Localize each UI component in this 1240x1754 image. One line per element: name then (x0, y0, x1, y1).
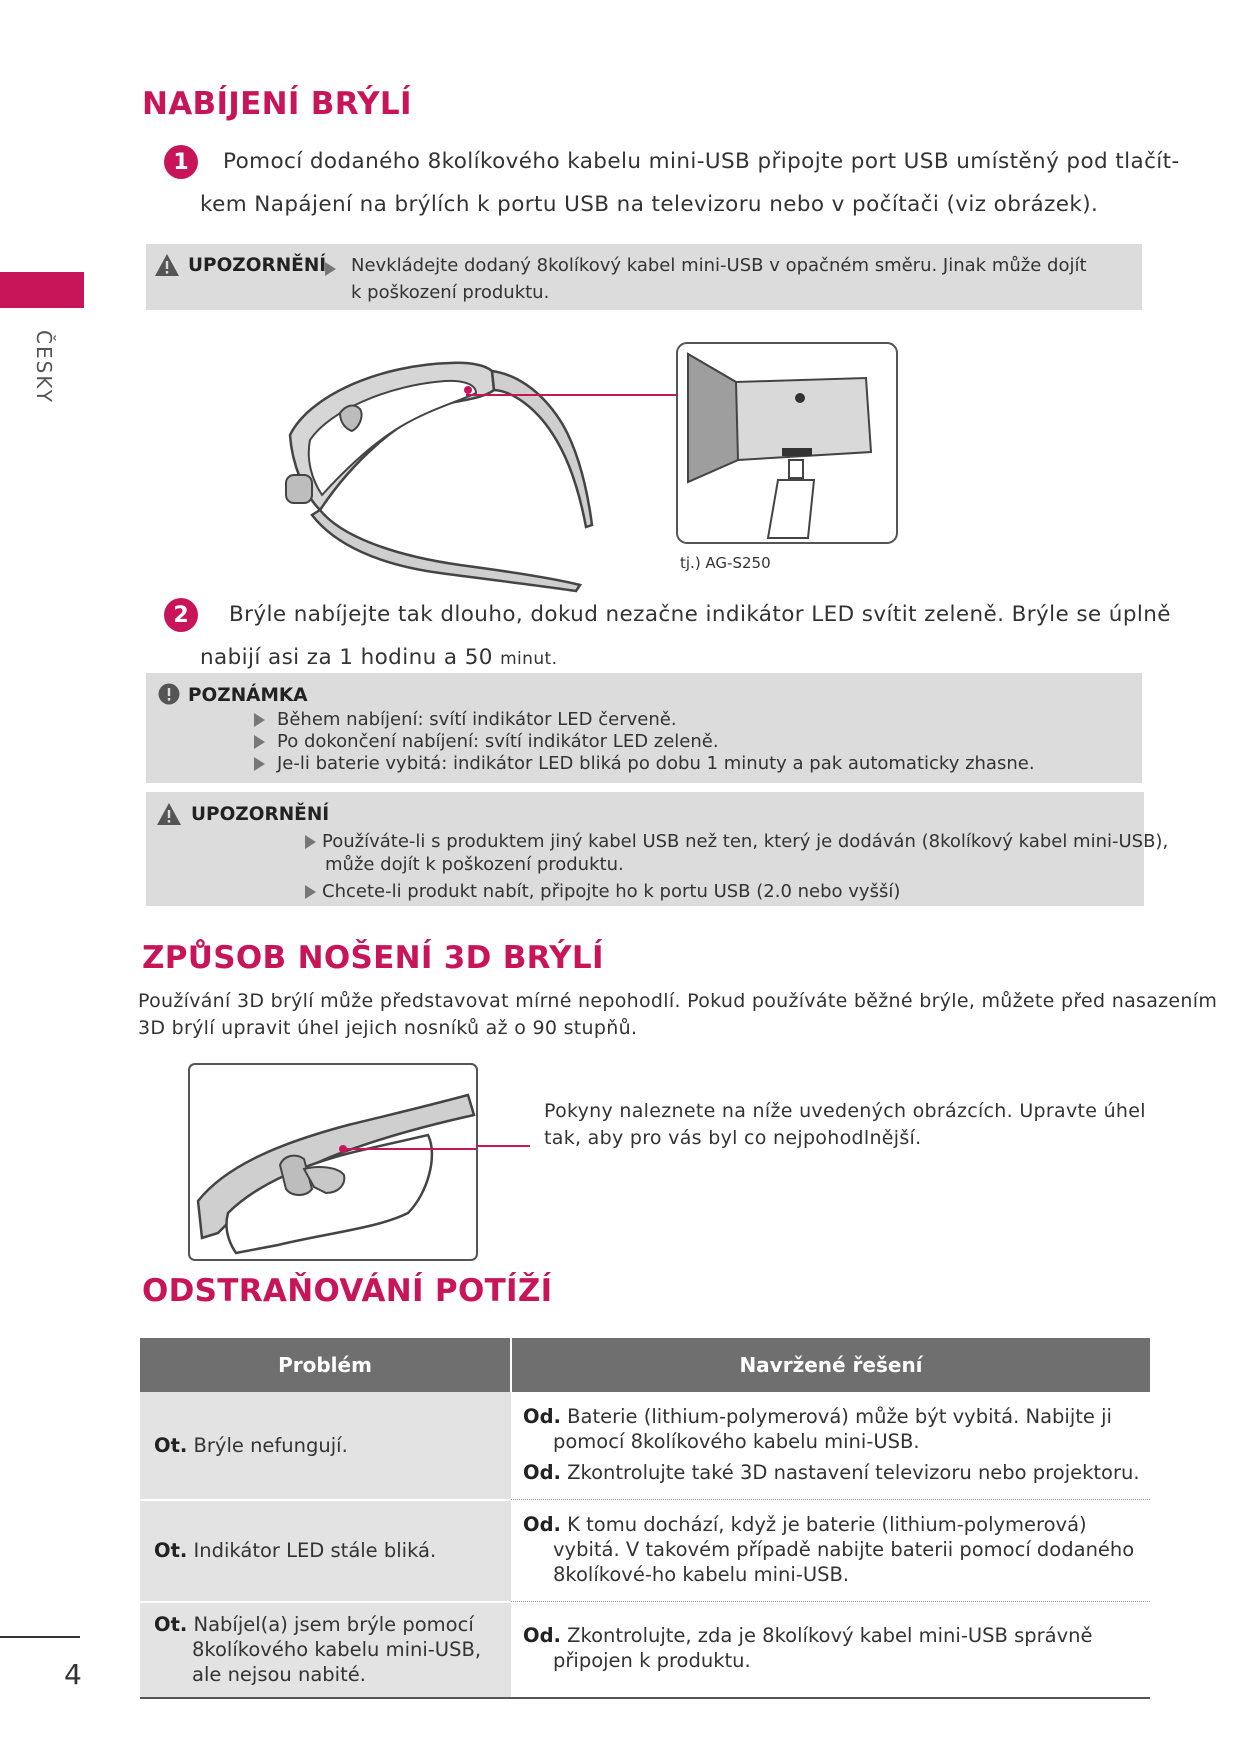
wearing-title: ZPŮSOB NOŠENÍ 3D BRÝLÍ (142, 940, 604, 976)
troubleshooting-title: ODSTRAŇOVÁNÍ POTÍŽÍ (142, 1273, 553, 1309)
caution-2-label: UPOZORNĚNÍ (191, 804, 330, 825)
table-row (140, 1500, 1150, 1602)
side-tab-bar (0, 272, 84, 308)
col-header-solution: Navržené řešení (511, 1338, 1150, 1392)
caution-1-label: UPOZORNĚNÍ (188, 255, 327, 276)
step-2-badge: 2 (164, 598, 198, 632)
caution-2-item-2: Chcete-li produkt nabít, připojte ho k portu USB (2.0 nebo vyšší) (305, 880, 900, 903)
col-header-problem: Problém (140, 1338, 511, 1392)
glasses-wearing-illustration (188, 1063, 478, 1261)
table-row (140, 1392, 1150, 1500)
caution-1-line2: k poškození produktu. (351, 282, 550, 303)
usb-port-detail-illustration (676, 342, 898, 544)
solution-cell: Od. Zkontrolujte, zda je 8kolíkový kabel mini-USB správně připojen k produktu. (511, 1602, 1150, 1698)
caution-box-1 (146, 244, 1142, 310)
table-header-row (140, 1338, 1150, 1392)
note-item: Je-li baterie vybitá: indikátor LED bliká po dobu 1 minuty a pak automaticky zhasne. (254, 752, 1035, 775)
wearing-callout-line2: tak, aby pro vás byl co nejpohodlnější. (544, 1127, 922, 1149)
solution-cell: Od. K tomu dochází, když je baterie (lithium-polymerová) vybitá. V takovém případě nabijte baterii pomocí dodaného 8kolíkové-ho kabelu mini-USB. (511, 1500, 1150, 1602)
note-icon (158, 683, 180, 705)
problem-cell: Ot. Nabíjel(a) jsem brýle pomocí 8kolíkového kabelu mini-USB, ale nejsou nabité. (140, 1602, 511, 1698)
problem-cell: Ot. Indikátor LED stále bliká. (140, 1500, 511, 1602)
charging-title: NABÍJENÍ BRÝLÍ (142, 86, 412, 122)
warning-icon (156, 802, 182, 826)
bullet-arrow-icon (305, 835, 316, 849)
table-row (140, 1602, 1150, 1698)
wearing-callout-line1: Pokyny naleznete na níže uvedených obrázcích. Upravte úhel (544, 1100, 1146, 1122)
page-number: 4 (64, 1658, 82, 1691)
bullet-arrow-icon (254, 713, 265, 727)
note-item: Po dokončení nabíjení: svítí indikátor LED zeleně. (254, 730, 719, 753)
image-caption: tj.) AG-S250 (680, 554, 771, 572)
caution-box-2 (146, 792, 1169, 906)
step-2-text-line2-unit: minut. (500, 649, 558, 669)
bullet-arrow-icon (254, 757, 265, 771)
caution-1-arrow-icon (325, 258, 348, 277)
glasses-side-illustration (280, 335, 620, 595)
bullet-arrow-icon (305, 885, 316, 899)
step-1-text-line2: kem Napájení na brýlích k portu USB na televizoru nebo v počítači (viz obrázek). (200, 192, 1099, 217)
page-number-rule (0, 1636, 80, 1638)
caution-2-item-1: Používáte-li s produktem jiný kabel USB než ten, který je dodáván (8kolíkový kabel mini-USB), (305, 830, 1168, 853)
note-item: Během nabíjení: svítí indikátor LED červeně. (254, 708, 677, 731)
troubleshooting-table-wrapper (140, 1338, 1150, 1699)
bullet-arrow-icon (254, 735, 265, 749)
problem-cell: Ot. Brýle nefungují. (140, 1392, 511, 1500)
troubleshooting-table (140, 1338, 1150, 1699)
step-1-badge: 1 (164, 145, 198, 179)
caution-1-line1: Nevkládejte dodaný 8kolíkový kabel mini-USB v opačném směru. Jinak může dojít (351, 255, 1087, 276)
step-1-text-line1: Pomocí dodaného 8kolíkového kabelu mini-USB připojte port USB umístěný pod tlačít- (223, 149, 1180, 174)
solution-cell: Od. Baterie (lithium-polymerová) může být vybitá. Nabijte ji pomocí 8kolíkového kabelu mini-USB. Od. Zkontrolujte také 3D nastavení televizoru nebo projektoru. (511, 1392, 1150, 1500)
pointer-line (466, 388, 678, 402)
side-language-label: ČESKY (32, 330, 56, 404)
warning-icon (154, 253, 180, 277)
callout-pointer-line (476, 1143, 530, 1149)
caution-2-item-1-cont: může dojít k poškození produktu. (325, 854, 624, 875)
wearing-intro-line1: Používání 3D brýlí může představovat mírné nepohodlí. Pokud používáte běžné brýle, můžete před nasazením (138, 990, 1218, 1012)
wearing-intro-line2: 3D brýlí upravit úhel jejich nosníků až o 90 stupňů. (138, 1017, 638, 1039)
note-box (146, 673, 1142, 783)
step-2-text-line1: Brýle nabíjejte tak dlouho, dokud nezačne indikátor LED svítit zeleně. Brýle se úplně (229, 602, 1171, 627)
step-2-text-line2: nabijí asi za 1 hodinu a 50 (200, 645, 493, 670)
note-label: POZNÁMKA (188, 685, 308, 706)
